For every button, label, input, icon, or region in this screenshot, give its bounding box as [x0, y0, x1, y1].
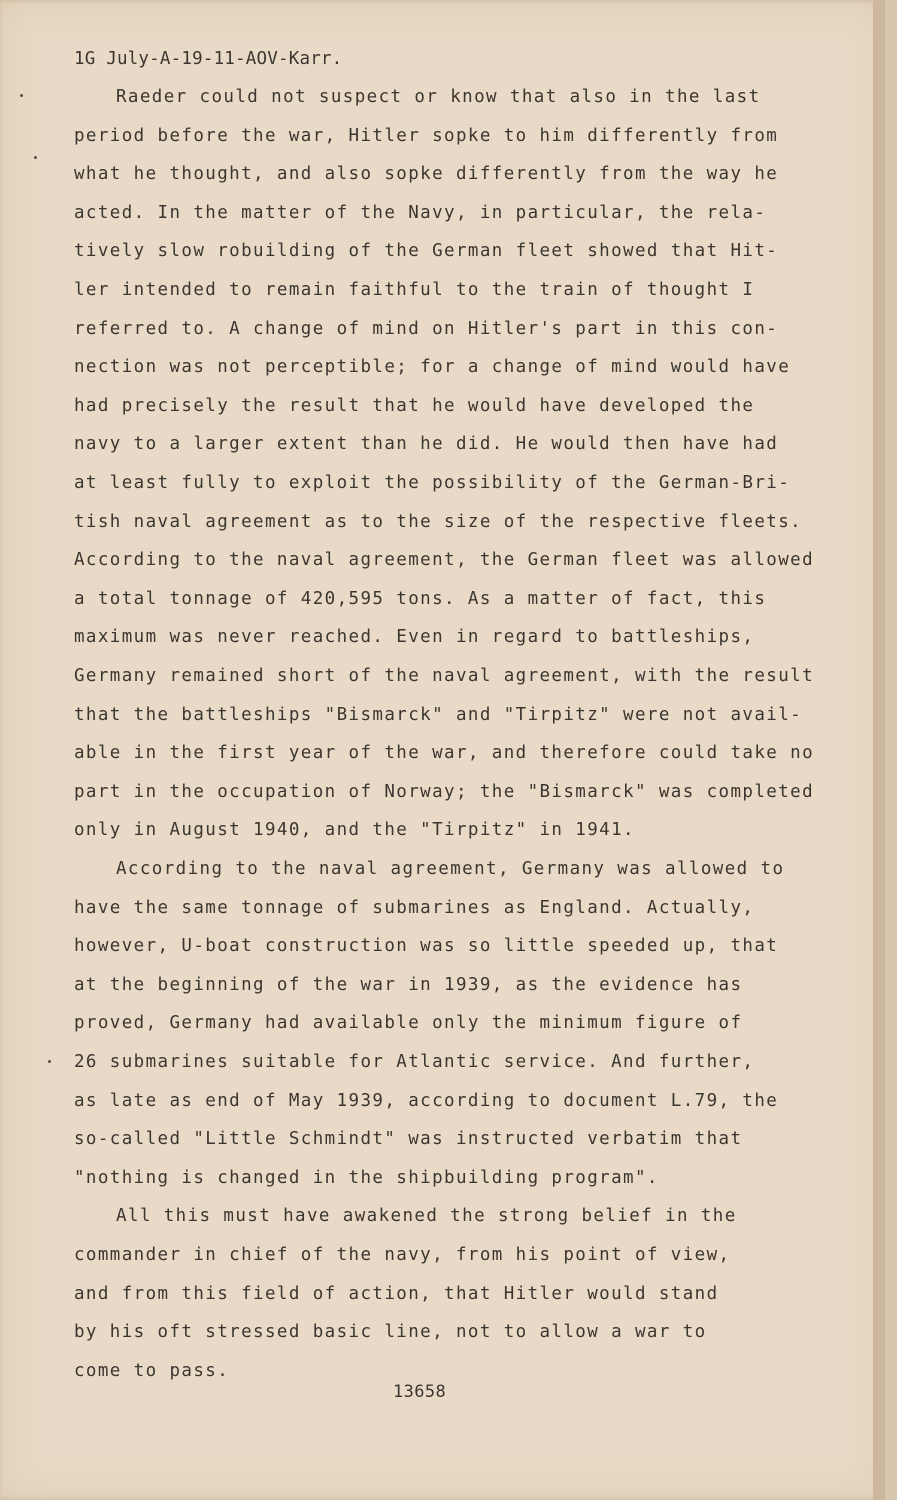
text-line: ler intended to remain faithful to the train of thought I	[74, 280, 755, 300]
margin-mark	[20, 94, 23, 97]
text-line: a total tonnage of 420,595 tons. As a matter of fact, this	[74, 589, 767, 609]
text-line: referred to. A change of mind on Hitler's part in this con-	[74, 319, 779, 339]
text-line: come to pass.	[74, 1361, 230, 1381]
text-line: that the battleships "Bismarck" and "Tirpitz" were not avail-	[74, 705, 803, 725]
text-line: period before the war, Hitler sopke to him differently from	[74, 126, 779, 146]
text-line: Raeder could not suspect or know that also in the last	[116, 87, 761, 107]
text-line: According to the naval agreement, Germany was allowed to	[116, 859, 785, 879]
text-line: at the beginning of the war in 1939, as the evidence has	[74, 975, 743, 995]
text-line: as late as end of May 1939, according to document L.79, the	[74, 1091, 779, 1111]
text-line: All this must have awakened the strong belief in the	[116, 1206, 737, 1226]
text-line: maximum was never reached. Even in regard to battleships,	[74, 627, 755, 647]
text-line: able in the first year of the war, and therefore could take no	[74, 743, 815, 763]
text-line: commander in chief of the navy, from his point of view,	[74, 1245, 731, 1265]
text-line: however, U-boat construction was so little speeded up, that	[74, 936, 779, 956]
page-edge	[873, 0, 885, 1500]
document-header: 1G July-A-19-11-AOV-Karr.	[74, 49, 343, 69]
text-line: part in the occupation of Norway; the "Bismarck" was completed	[74, 782, 815, 802]
text-line: so-called "Little Schmindt" was instructed verbatim that	[74, 1129, 743, 1149]
text-line: only in August 1940, and the "Tirpitz" in 1941.	[74, 820, 635, 840]
text-line: nection was not perceptible; for a change of mind would have	[74, 357, 791, 377]
margin-mark	[34, 156, 37, 159]
text-line: navy to a larger extent than he did. He would then have had	[74, 434, 779, 454]
text-line: tish naval agreement as to the size of the respective fleets.	[74, 512, 803, 532]
text-line: According to the naval agreement, the German fleet was allowed	[74, 550, 815, 570]
text-line: at least fully to exploit the possibility of the German-Bri-	[74, 473, 791, 493]
text-line: had precisely the result that he would have developed the	[74, 396, 755, 416]
text-line: Germany remained short of the naval agreement, with the result	[74, 666, 815, 686]
text-line: and from this field of action, that Hitler would stand	[74, 1284, 719, 1304]
text-line: by his oft stressed basic line, not to allow a war to	[74, 1322, 707, 1342]
text-line: tively slow robuilding of the German fleet showed that Hit-	[74, 241, 779, 261]
text-line: proved, Germany had available only the minimum figure of	[74, 1013, 743, 1033]
page-number: 13658	[393, 1382, 447, 1402]
text-line: "nothing is changed in the shipbuilding program".	[74, 1168, 659, 1188]
text-line: have the same tonnage of submarines as England. Actually,	[74, 898, 755, 918]
text-line: 26 submarines suitable for Atlantic service. And further,	[74, 1052, 755, 1072]
margin-mark	[48, 1060, 51, 1063]
text-line: acted. In the matter of the Navy, in particular, the rela-	[74, 203, 767, 223]
text-line: what he thought, and also sopke differently from the way he	[74, 164, 779, 184]
